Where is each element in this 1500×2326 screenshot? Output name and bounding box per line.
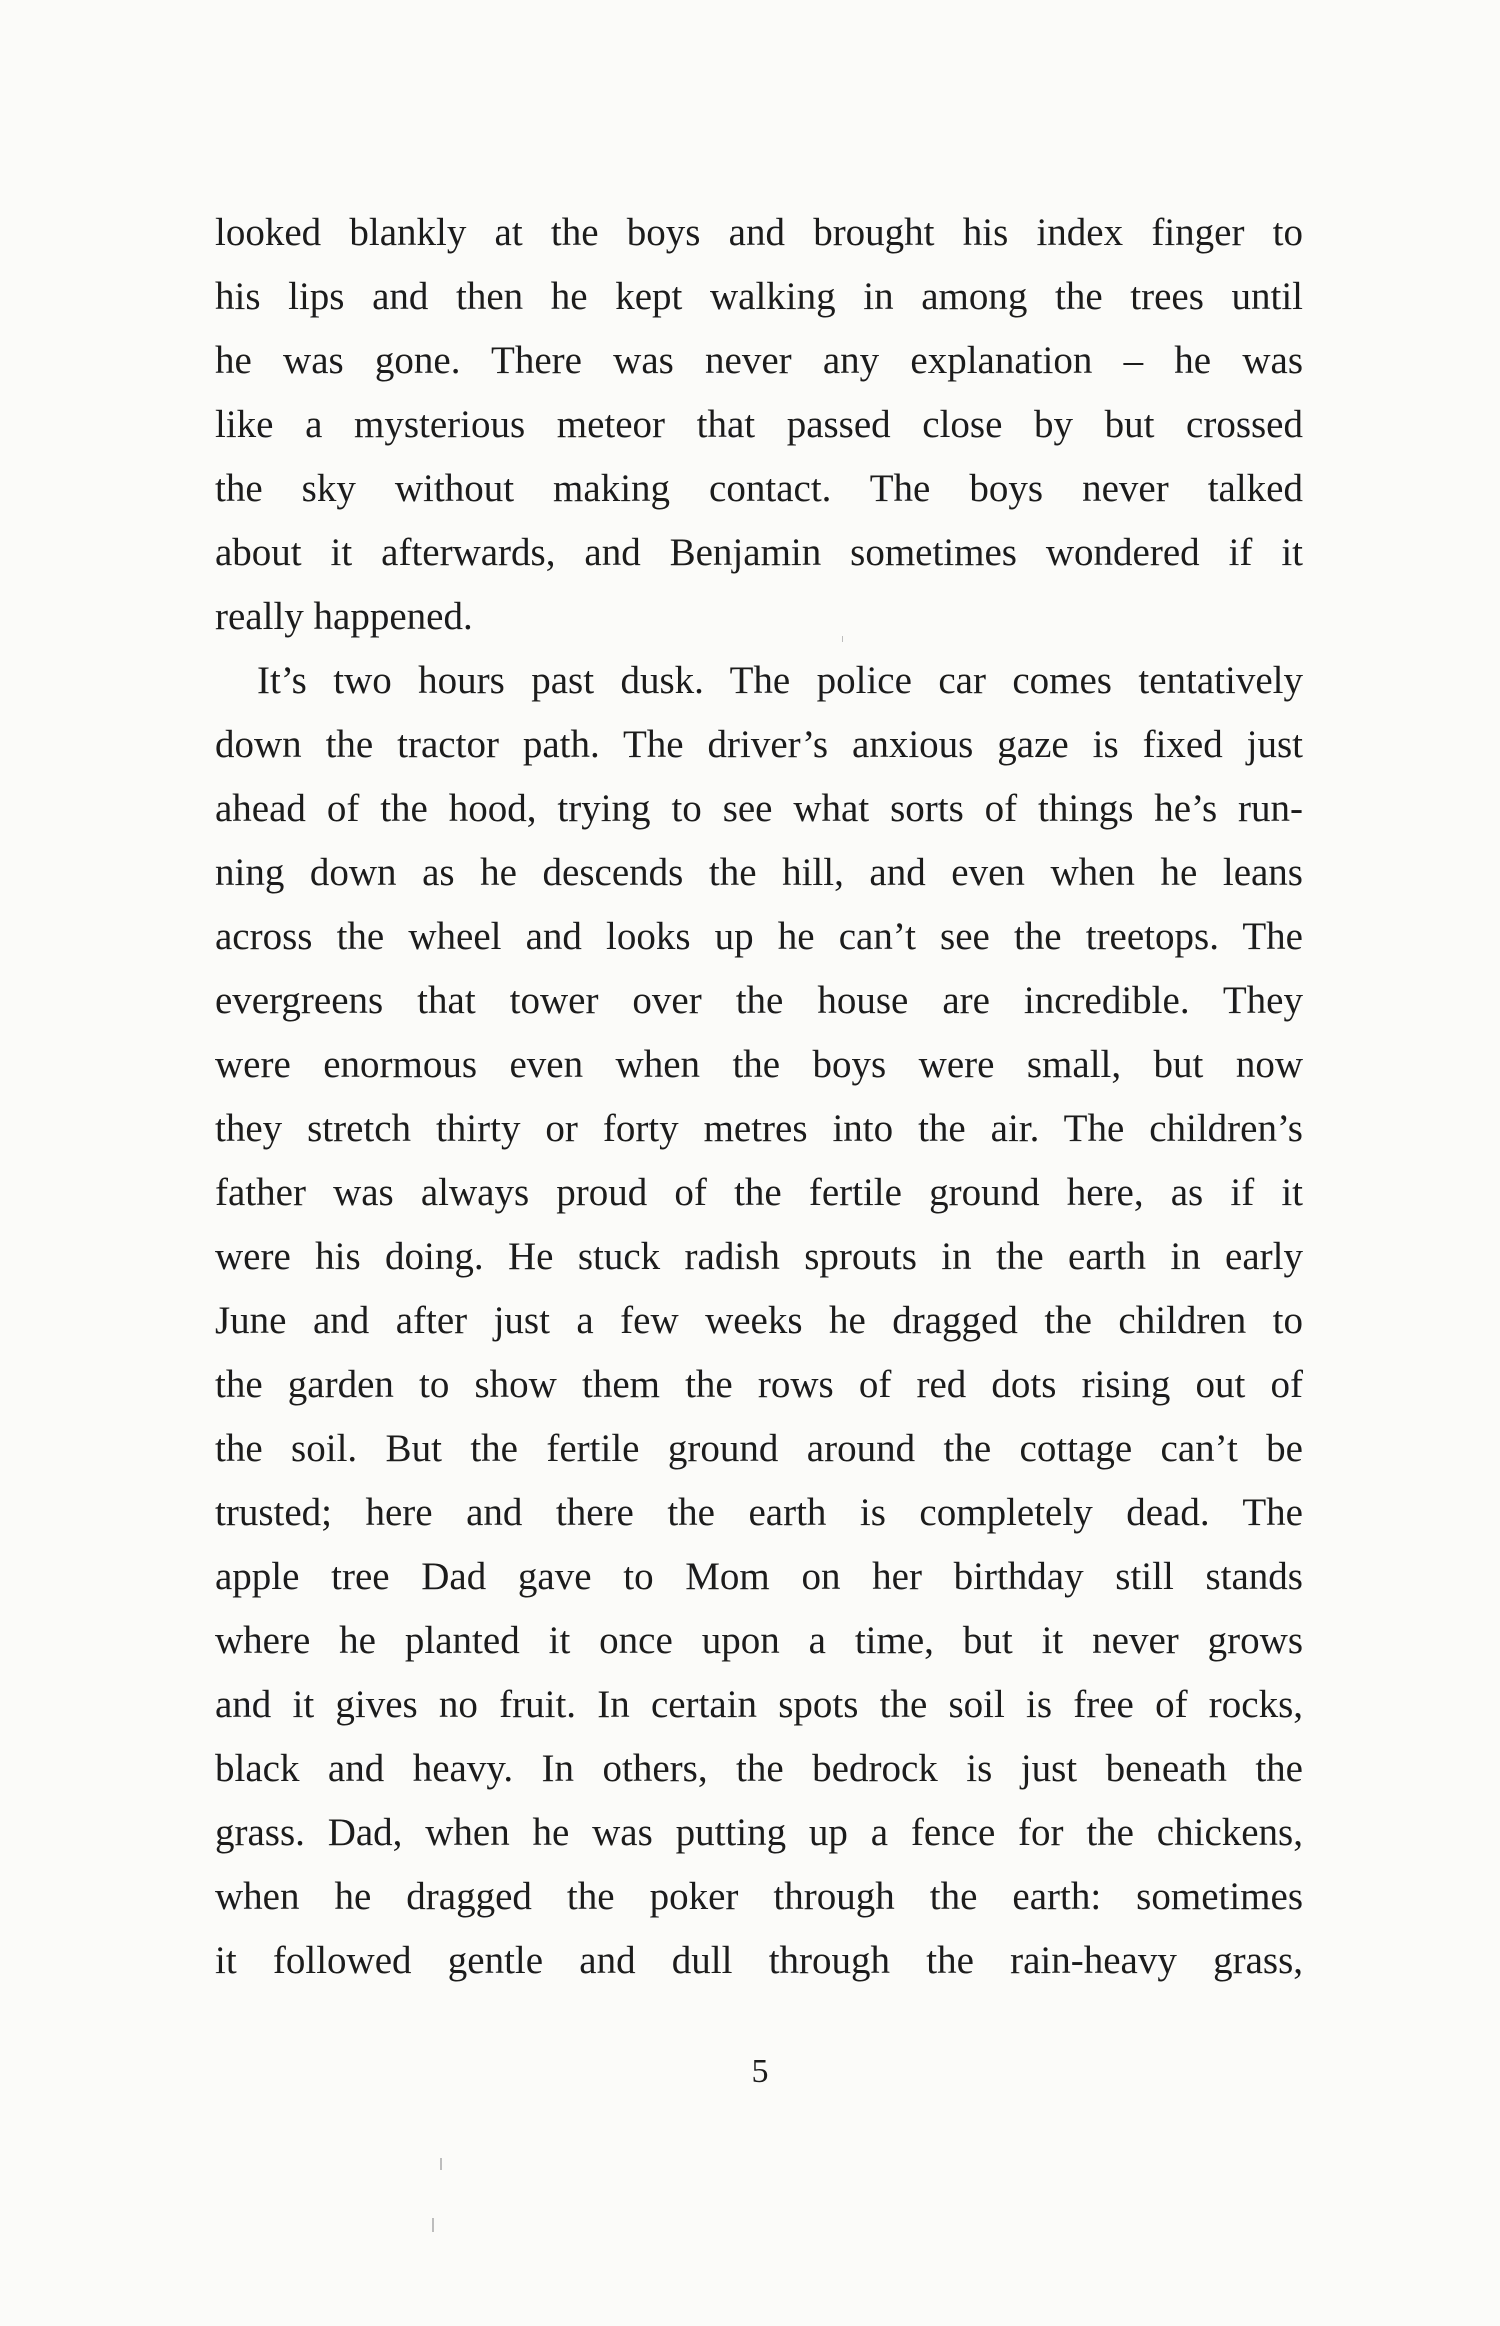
text-line: the garden to show them the rows of red dots rising out of (215, 1363, 1303, 1406)
text-line: where he planted it once upon a time, but it never grows (215, 1619, 1303, 1662)
text-line: ahead of the hood, trying to see what sorts of things he’s run- (215, 787, 1303, 830)
text-line: It’s two hours past dusk. The police car comes tentatively (257, 659, 1303, 702)
text-line: across the wheel and looks up he can’t see the treetops. The (215, 915, 1303, 958)
text-line: June and after just a few weeks he dragged the children to (215, 1299, 1303, 1342)
text-line: really happened. (215, 595, 473, 638)
text-line: were enormous even when the boys were small, but now (215, 1043, 1303, 1086)
text-line: and it gives no fruit. In certain spots the soil is free of rocks, (215, 1683, 1303, 1726)
scan-speck (842, 636, 843, 642)
text-line: his lips and then he kept walking in among the trees until (215, 275, 1303, 318)
text-line: they stretch thirty or forty metres into the air. The children’s (215, 1107, 1303, 1150)
text-line: evergreens that tower over the house are incredible. They (215, 979, 1303, 1022)
text-line: when he dragged the poker through the earth: sometimes (215, 1875, 1303, 1918)
text-line: father was always proud of the fertile ground here, as if it (215, 1171, 1303, 1214)
text-line: looked blankly at the boys and brought his index finger to (215, 211, 1303, 254)
text-line: it followed gentle and dull through the rain-heavy grass, (215, 1939, 1303, 1982)
page-number: 5 (751, 2053, 769, 2090)
text-line: black and heavy. In others, the bedrock is just beneath the (215, 1747, 1303, 1790)
scan-speck (440, 2158, 442, 2170)
body-text (215, 201, 1303, 1993)
text-line: apple tree Dad gave to Mom on her birthday still stands (215, 1555, 1303, 1598)
text-line: he was gone. There was never any explanation – he was (215, 339, 1303, 382)
text-line: the sky without making contact. The boys never talked (215, 467, 1303, 510)
text-line: down the tractor path. The driver’s anxious gaze is fixed just (215, 723, 1303, 766)
text-line: about it afterwards, and Benjamin sometimes wondered if it (215, 531, 1303, 574)
scan-speck (432, 2218, 434, 2232)
text-line: like a mysterious meteor that passed close by but crossed (215, 403, 1303, 446)
text-line: ning down as he descends the hill, and even when he leans (215, 851, 1303, 894)
text-line: the soil. But the fertile ground around the cottage can’t be (215, 1427, 1303, 1470)
text-line: trusted; here and there the earth is completely dead. The (215, 1491, 1303, 1534)
text-line: were his doing. He stuck radish sprouts in the earth in early (215, 1235, 1303, 1278)
text-line: grass. Dad, when he was putting up a fence for the chickens, (215, 1811, 1303, 1854)
